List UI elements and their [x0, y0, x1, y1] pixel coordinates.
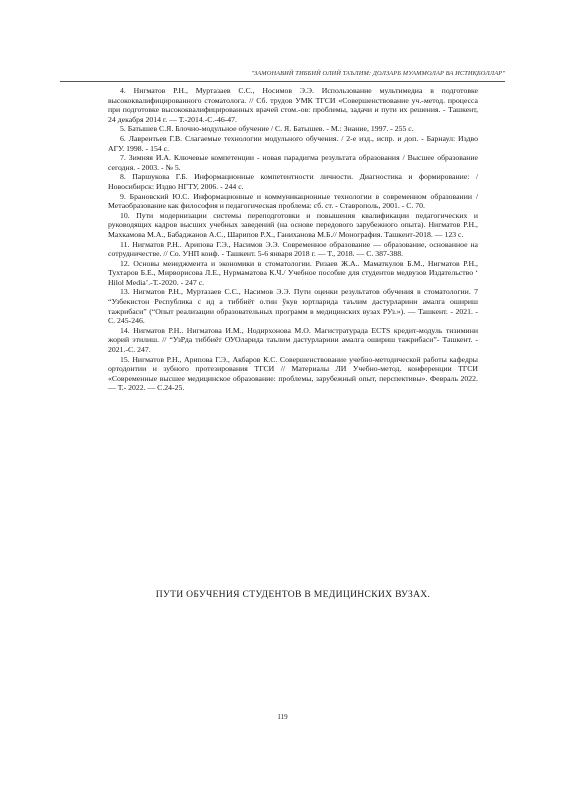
header-divider [60, 81, 505, 82]
reference-item: 12. Основы менеджмента и экономики в стоматологии. Ризаев Ж.А.. Маматкулов Б.М., Нигматов Р.Н., Тухтаров Б.Е., Мирворисова Л.Е., Нурмаматова К.Ч./ Учебное пособие для студентов медвузов Издательство ‘ Hilol Media’.-Т.-2020. - 247 с. [108, 258, 478, 287]
reference-item: 14. Нигматов Р.Н.. Нигматова И.М., Нодирхонова М.О. Магистратурада ECTS кредит-модуль тизимини жорий этилиш. // “УзРда тиббиёт ОУОларида таълим дастурларини амалга ошириш тажрибаси”- Ташкент. - 2021.-С. 247. [108, 325, 478, 355]
reference-item: 5. Батышев С.Я. Блочно-модульное обучение / С. Я. Батышев. - М.: Знание, 1997. - 255 с. [120, 124, 414, 134]
reference-item: 7. Зимняя И.А. Ключевые компетенции - новая парадигма результата образования / Высшее образование сегодня. - 2003. - № 5. [108, 153, 478, 172]
reference-list [108, 86, 478, 393]
reference-item: 10. Пути модернизации системы переподготовки и повышения квалификации педагогических и руководящих кадров высших учебных заведений (на основе передового зарубежного опыта). Нигматов Р.Н., Махкамова М.А., Бабаджанов А.С., Шарипов Р.Х., Ганиханова М.Б.// Монография. Ташкент-2018. — 123 с. [108, 210, 478, 239]
reference-item: 13. Нигматов Р.Н., Муртазаев С.С., Насимов Э.Э. Пути оценки результатов обучения в стоматологии. 7 “Узбекистон Республика с ид а тиббиёт о.тин ўкув юртларида таълим дастурларини амалга ошириш тажрибаси” (“Опыт реализации образовательных программ в медицинских вузах РУз.»). — Ташкент. - 2021. - С. 245-246. [108, 287, 478, 326]
section-title: ПУТИ ОБУЧЕНИЯ СТУДЕНТОВ В МЕДИЦИНСКИХ ВУЗАХ. [155, 589, 431, 600]
running-header: "ЗАМОНАВИЙ ТИББИЙ ОЛИЙ ТАЪЛИМ: ДОЛЗАРБ МУАММОЛАР ВА ИСТИҚБОЛЛАР" [251, 70, 505, 77]
reference-item: 15. Нигматов Р.Н., Арипова Г.Э., Акбаров К.С. Совершенствование учебно-методической работы кафедры ортодонтии и зубного протезирования ТГСИ // Материалы ЛИ Учебно-метод. конференции ТГСИ «Современные высшее медицинское образование: проблемы, зарубежный опыт, перспективы». Февраль 2022. — Т.- 2022. — С.24-25. [108, 354, 478, 393]
reference-item: 4. Нигматов Р.Н., Муртазаев С.С., Носимов Э.Э. Использование мультимедиа в подготовке высококвалифицированного стоматолога. // Сб. трудов УМК ТГСИ «Совершенствование уч.-метод. процесса при подготовке высококвалифицированных врачей стом.-ов: проблемы, задачи и пути их решения. - Ташкент, 24 декабря 2014 г. — Т.-2014.-С.-46-47. [108, 86, 478, 124]
page-number: 119 [277, 713, 288, 721]
reference-item: 8. Паршукова Г.Б. Информационные компетентности личности. Диагностика и формирование: / Новосибирск: Издво НГТУ, 2006. - 244 с. [108, 172, 478, 191]
reference-item: 6. Лаврентьев Г.В. Слагаемые технологии модульного обучения. / 2-е изд., испр. и доп. - Барнаул: Издво АГУ. 1998. - 154 с. [108, 133, 478, 153]
reference-item: 11. Нигматов Р.Н.. Арипова Г.Э., Насимов Э.Э. Современное образование — образование, основанное на сотрудничестве. // Со. УНП конф. - Ташкент. 5-6 января 2018 г. — Т., 2018. — С. 387-388. [108, 239, 478, 259]
reference-item: 9. Брановский Ю.С. Информационные и коммуникационные технологии в современном образовании / Метаобразование как философия и педагогическая проблема: сб. ст. - Ставрополь, 2001. - С. 70. [108, 191, 478, 211]
